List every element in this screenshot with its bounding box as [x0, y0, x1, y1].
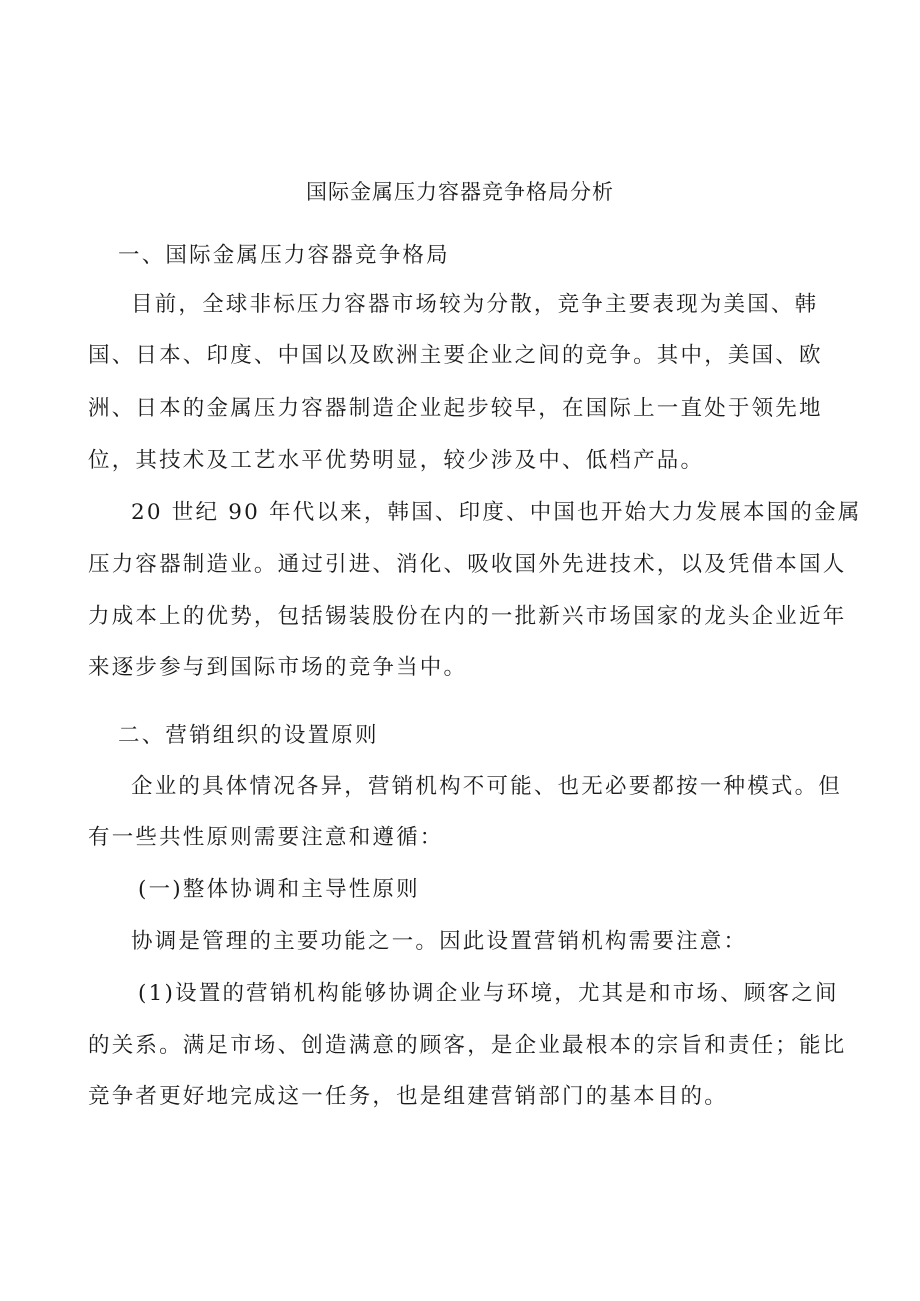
- section-heading-1: 一、国际金属压力容器竞争格局: [118, 243, 450, 268]
- paragraph-line: 压力容器制造业。通过引进、消化、吸收国外先进技术，以及凭借本国人: [88, 552, 847, 577]
- paragraph-line: (1)设置的营销机构能够协调企业与环境，尤其是和市场、顾客之间: [138, 981, 839, 1006]
- paragraph-line: 协调是管理的主要功能之一。因此设置营销机构需要注意：: [131, 929, 748, 954]
- paragraph-line: 竞争者更好地完成这一任务，也是组建营销部门的基本目的。: [88, 1084, 728, 1109]
- document-title: 国际金属压力容器竞争格局分析: [306, 180, 614, 204]
- paragraph-line: 的关系。满足市场、创造满意的顾客，是企业最根本的宗旨和责任；能比: [88, 1033, 847, 1058]
- subsection-heading: (一)整体协调和主导性原则: [138, 877, 420, 902]
- paragraph-line: 企业的具体情况各异，营销机构不可能、也无必要都按一种模式。但: [131, 774, 843, 799]
- paragraph-line: 国、日本、印度、中国以及欧洲主要企业之间的竞争。其中，美国、欧: [88, 343, 823, 368]
- paragraph-line: 来逐步参与到国际市场的竞争当中。: [88, 655, 468, 680]
- paragraph-line: 洲、日本的金属压力容器制造企业起步较早，在国际上一直处于领先地: [88, 396, 823, 421]
- section-heading-2: 二、营销组织的设置原则: [118, 723, 379, 748]
- paragraph-line: 20 世纪 90 年代以来，韩国、印度、中国也开始大力发展本国的金属: [131, 500, 862, 525]
- paragraph-line: 目前，全球非标压力容器市场较为分散，竞争主要表现为美国、韩: [131, 292, 819, 317]
- paragraph-line: 位，其技术及工艺水平优势明显，较少涉及中、低档产品。: [88, 448, 705, 473]
- paragraph-line: 有一些共性原则需要注意和遵循：: [88, 825, 444, 850]
- paragraph-line: 力成本上的优势，包括锡装股份在内的一批新兴市场国家的龙头企业近年: [88, 604, 847, 629]
